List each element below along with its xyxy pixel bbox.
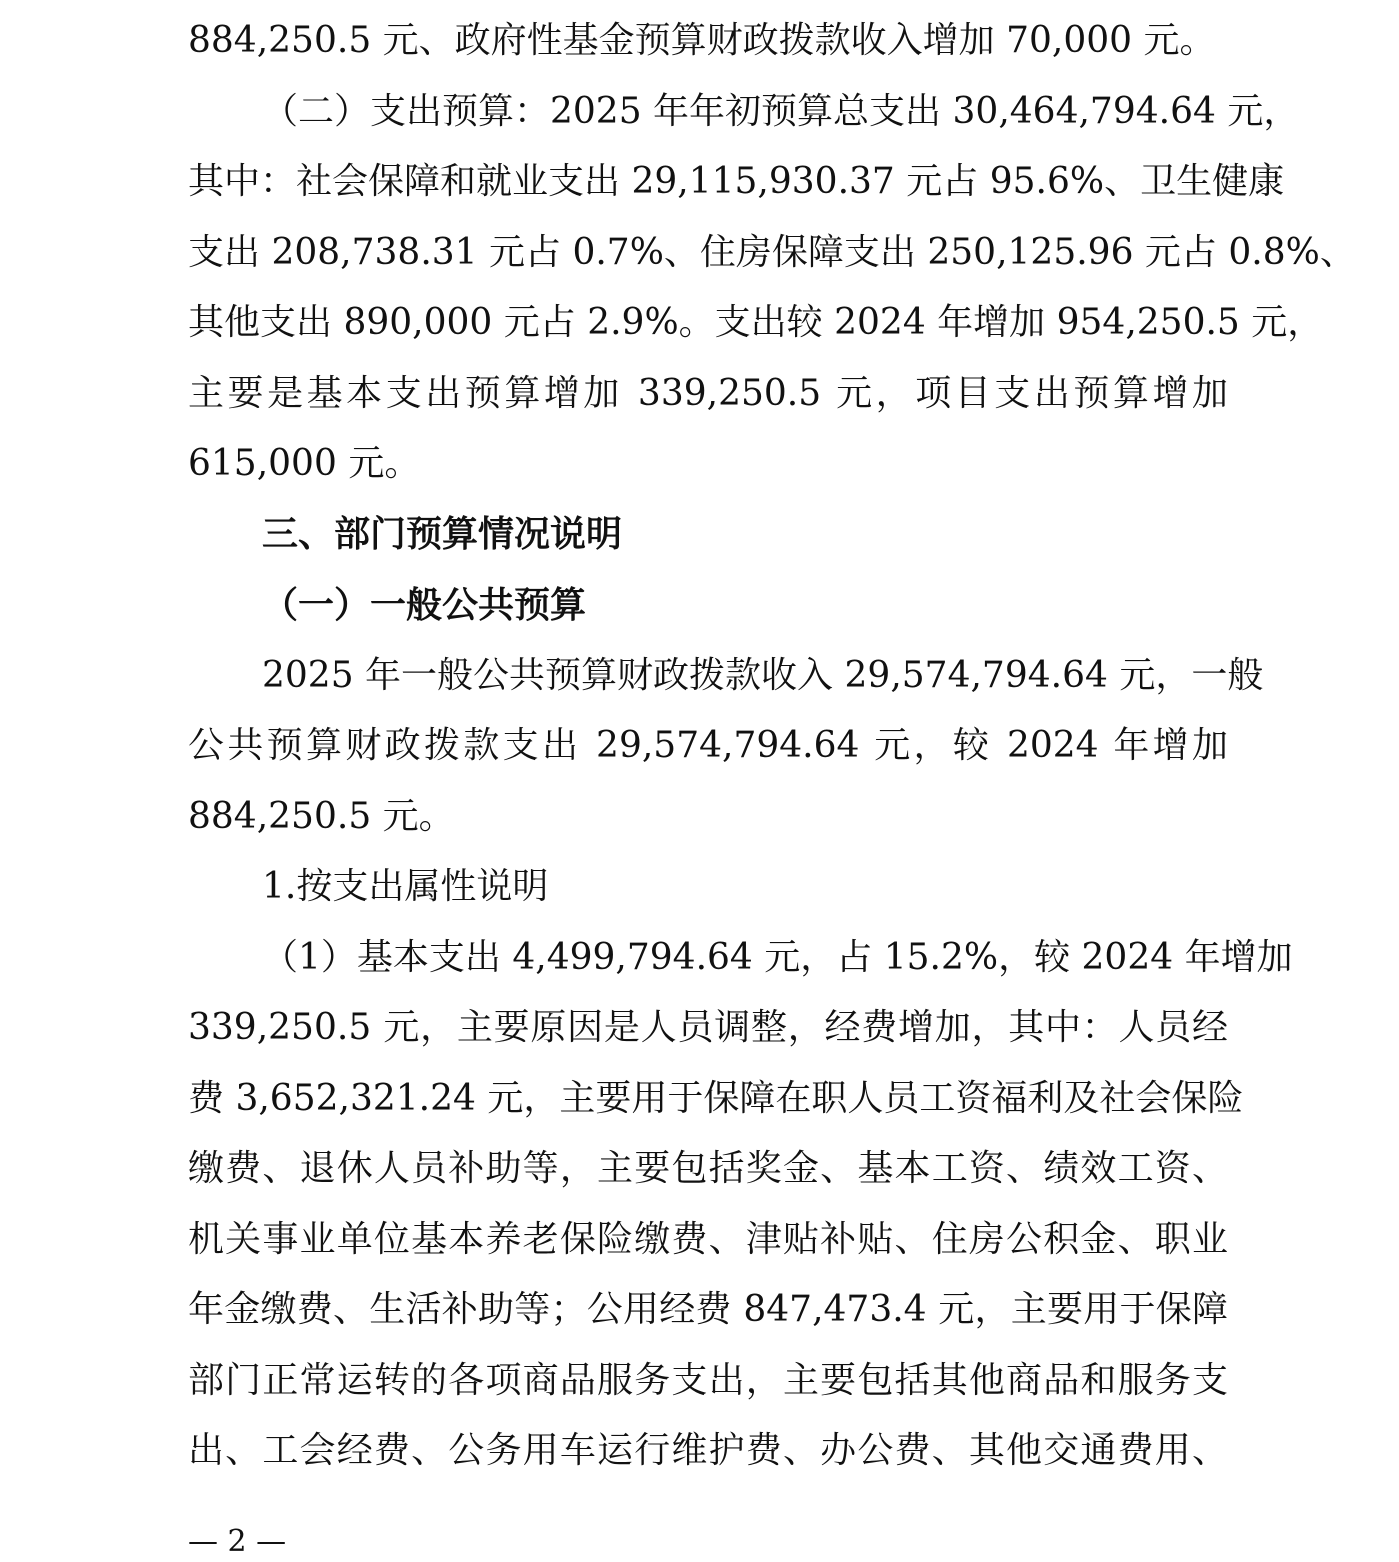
body-text xyxy=(188,6,1356,1487)
list-heading: 1.按支出属性说明 xyxy=(262,866,549,907)
paragraph-line: 339,250.5 元，主要原因是人员调整，经费增加，其中：人员经 xyxy=(188,1007,1228,1048)
paragraph-line: 884,250.5 元、政府性基金预算财政拨款收入增加 70,000 元。 xyxy=(188,20,1216,61)
paragraph-line: 615,000 元。 xyxy=(188,443,421,484)
paragraph-line: 2025 年一般公共预算财政拨款收入 29,574,794.64 元，一般 xyxy=(262,654,1264,696)
paragraph-line: 年金缴费、生活补助等；公用经费 847,473.4 元，主要用于保障 xyxy=(188,1289,1228,1330)
paragraph-line: 884,250.5 元。 xyxy=(188,795,455,837)
sub-heading: （一）一般公共预算 xyxy=(262,584,587,626)
paragraph-line: 出、工会经费、公务用车运行维护费、办公费、其他交通费用、 xyxy=(188,1430,1228,1471)
paragraph-line: （1）基本支出 4,499,794.64 元，占 15.2%，较 2024 年增加 xyxy=(262,936,1293,978)
paragraph-line: 其中：社会保障和就业支出 29,115,930.37 元占 95.6%、卫生健康 xyxy=(188,161,1285,202)
paragraph-line: （二）支出预算：2025 年年初预算总支出 30,464,794.64 元， xyxy=(262,90,1300,132)
paragraph-line: 缴费、退休人员补助等，主要包括奖金、基本工资、绩效工资、 xyxy=(188,1148,1228,1189)
paragraph-line: 费 3,652,321.24 元，主要用于保障在职人员工资福利及社会保险 xyxy=(188,1077,1244,1119)
paragraph-line: 机关事业单位基本养老保险缴费、津贴补贴、住房公积金、职业 xyxy=(188,1218,1228,1260)
paragraph-line: 其他支出 890,000 元占 2.9%。支出较 2024 年增加 954,250.5 元， xyxy=(188,302,1324,343)
section-heading: 三、部门预算情况说明 xyxy=(262,513,623,555)
page-number: — 2 — xyxy=(188,1524,287,1559)
paragraph-line: 部门正常运转的各项商品服务支出，主要包括其他商品和服务支 xyxy=(188,1359,1228,1401)
paragraph-line: 支出 208,738.31 元占 0.7%、住房保障支出 250,125.96 元占 0.8%、 xyxy=(188,231,1356,273)
paragraph-line: 公共预算财政拨款支出 29,574,794.64 元，较 2024 年增加 xyxy=(188,725,1228,766)
paragraph-line: 主要是基本支出预算增加 339,250.5 元，项目支出预算增加 xyxy=(188,372,1228,414)
